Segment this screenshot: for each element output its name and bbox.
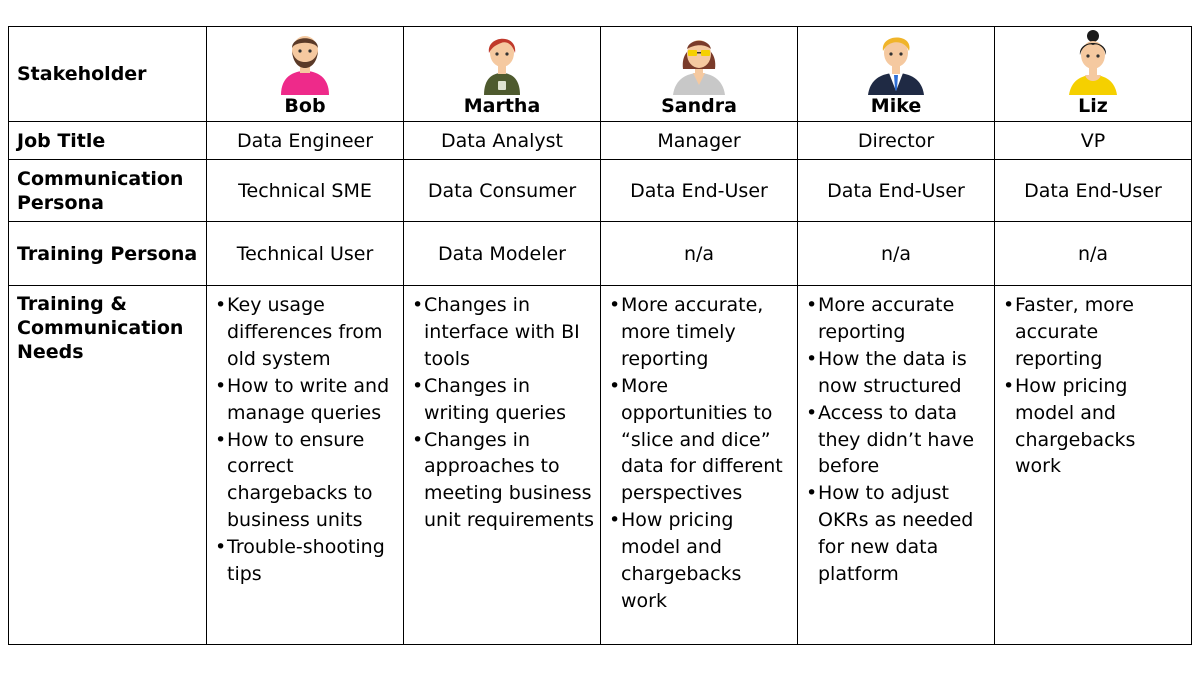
needs-item: • How pricing model and chargebacks work — [1003, 373, 1185, 481]
man-suit-avatar-icon — [862, 29, 930, 95]
needs-list — [207, 286, 403, 588]
needs-cell — [798, 286, 995, 645]
communication-persona-cell: Data End-User — [798, 160, 995, 222]
communication-persona-cell: Data End-User — [601, 160, 798, 222]
needs-label: Training & Communication Needs — [9, 286, 207, 645]
job-title-cell: Data Analyst — [404, 122, 601, 160]
stakeholder-cell-bob — [207, 27, 404, 122]
needs-item: • How pricing model and chargebacks work — [609, 507, 791, 615]
stakeholder-label: Stakeholder — [9, 27, 207, 122]
job-title-label: Job Title — [9, 122, 207, 160]
stakeholder-name: Sandra — [661, 95, 737, 117]
training-persona-cell: Data Modeler — [404, 222, 601, 286]
stakeholder-cell-martha — [404, 27, 601, 122]
stakeholder-name: Mike — [870, 95, 922, 117]
needs-item: • How the data is now structured — [806, 346, 988, 400]
needs-item: • More accurate reporting — [806, 292, 988, 346]
communication-persona-cell: Data Consumer — [404, 160, 601, 222]
training-persona-label: Training Persona — [9, 222, 207, 286]
training-persona-cell: Technical User — [207, 222, 404, 286]
needs-item: • Changes in writing queries — [412, 373, 594, 427]
needs-item: • Faster, more accurate reporting — [1003, 292, 1185, 373]
stakeholder-cell-mike — [798, 27, 995, 122]
communication-persona-row — [9, 160, 1192, 222]
training-persona-cell: n/a — [995, 222, 1192, 286]
job-title-cell: Director — [798, 122, 995, 160]
stakeholder-cell-liz — [995, 27, 1192, 122]
needs-list — [995, 286, 1191, 480]
training-persona-cell: n/a — [601, 222, 798, 286]
needs-item: • Changes in interface with BI tools — [412, 292, 594, 373]
woman-bun-avatar-icon — [1059, 29, 1127, 95]
stakeholder-name: Martha — [463, 95, 541, 117]
training-persona-row — [9, 222, 1192, 286]
stakeholder-row — [9, 27, 1192, 122]
communication-persona-cell: Data End-User — [995, 160, 1192, 222]
needs-list — [404, 286, 600, 534]
man-beard-avatar-icon — [271, 29, 339, 95]
needs-cell — [995, 286, 1192, 645]
needs-list — [798, 286, 994, 588]
woman-glasses-avatar-icon — [665, 29, 733, 95]
job-title-row — [9, 122, 1192, 160]
needs-item: • How to adjust OKRs as needed for new data platform — [806, 480, 988, 588]
needs-item: • More opportunities to “slice and dice” data for different perspectives — [609, 373, 791, 508]
stakeholder-cell-sandra — [601, 27, 798, 122]
needs-item: • How to write and manage queries — [215, 373, 397, 427]
needs-item: • Access to data they didn’t have before — [806, 400, 988, 481]
stakeholder-name: Bob — [284, 95, 326, 117]
job-title-cell: VP — [995, 122, 1192, 160]
needs-item: • Trouble-shooting tips — [215, 534, 397, 588]
needs-item: • Key usage differences from old system — [215, 292, 397, 373]
stakeholder-name: Liz — [1078, 95, 1108, 117]
needs-item: • Changes in approaches to meeting business unit requirements — [412, 427, 594, 535]
needs-item: • More accurate, more timely reporting — [609, 292, 791, 373]
needs-row — [9, 286, 1192, 645]
stakeholder-table — [8, 26, 1192, 645]
communication-persona-label: Communication Persona — [9, 160, 207, 222]
communication-persona-cell: Technical SME — [207, 160, 404, 222]
job-title-cell: Manager — [601, 122, 798, 160]
needs-cell — [207, 286, 404, 645]
needs-cell — [404, 286, 601, 645]
needs-item: • How to ensure correct chargebacks to business units — [215, 427, 397, 535]
needs-cell — [601, 286, 798, 645]
needs-list — [601, 286, 797, 615]
training-persona-cell: n/a — [798, 222, 995, 286]
woman-short-hair-avatar-icon — [468, 29, 536, 95]
job-title-cell: Data Engineer — [207, 122, 404, 160]
